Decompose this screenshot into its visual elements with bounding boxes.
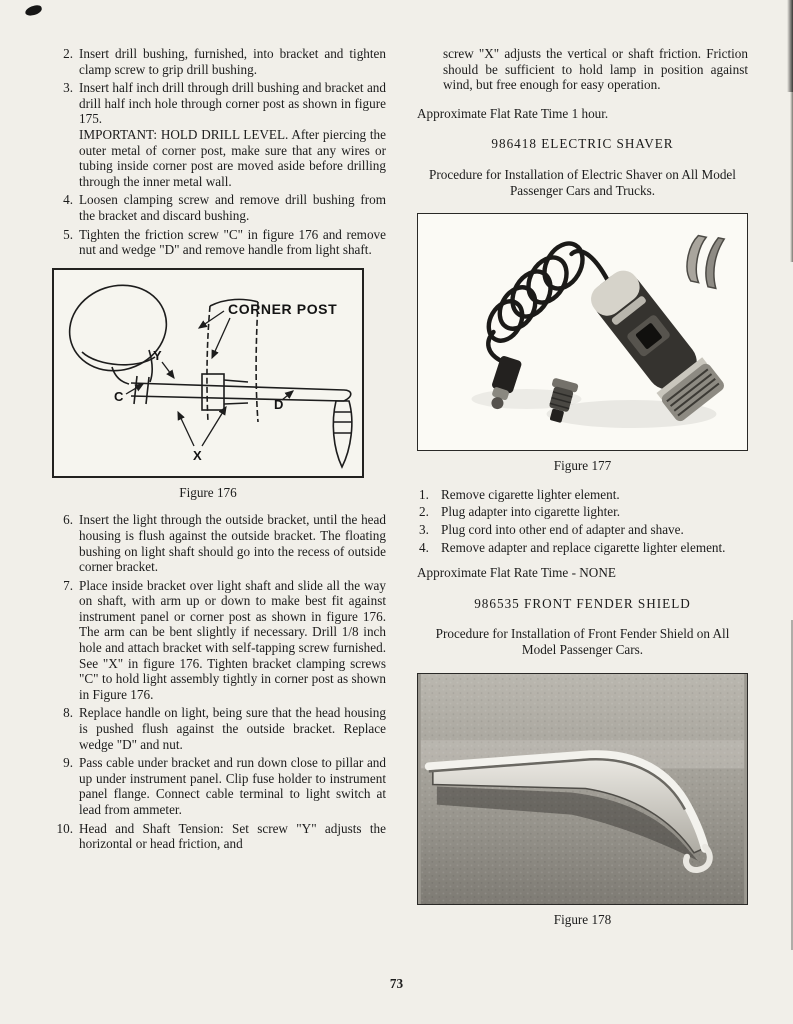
section-heading-electric-shaver: 986418 ELECTRIC SHAVER [491,136,674,152]
figure-178-caption: Figure 178 [553,911,612,927]
scan-artifact [787,0,793,92]
list-item [417,540,748,556]
item-number: 1. [419,486,429,502]
spotlight-drawing [54,270,362,476]
list-item [52,821,386,852]
list-item [52,705,386,752]
label-d: D [274,396,284,412]
list-item [52,227,386,258]
item-number: 4. [63,192,73,208]
item-paragraph: Insert half inch drill through drill bushing and bracket and drill half inch hole through corner post as shown in figure 175. [79,80,386,127]
list-item [52,46,386,77]
figure-176 [52,268,386,501]
right-column [417,46,748,940]
item-paragraph: IMPORTANT: HOLD DRILL LEVEL. After piercing the outer metal of corner post, make sure that any wires or tubing inside corner post are moved aside before drilling through the inner metal wall. [79,126,386,189]
figure-177-caption: Figure 177 [553,458,612,474]
list-item [52,512,386,574]
item-text: Head and Shaft Tension: Set screw "Y" adjusts the horizontal or head friction, and [79,820,386,852]
procedure-paragraph: Procedure for Installation of Front Fender Shield on All Model Passenger Cars. [435,626,730,657]
item-text [79,80,386,189]
continuation-paragraph: screw "X" adjusts the vertical or shaft friction. Friction should be sufficient to hold lamp in position against wind, but free enough for easy operation. [443,46,748,93]
list-item [52,80,386,189]
item-text: Place inside bracket over light shaft and slide all the way on shaft, with arm up or down to make best fit against instrument panel or corner post as shown in figure 176. The arm can be bent slightly if necessary. Drill 1/8 inch hole and attach bracket with self-tapping screw furnished. See "X" in figure 176. Tighten bracket clamping screws "C" to hold light assembly tightly in corner post as shown in Figure 176. [79,577,386,702]
item-number: 8. [63,705,73,721]
list-item [52,755,386,817]
item-number: 10. [56,820,73,836]
list-item [417,504,748,520]
shaver-illustration [418,214,747,450]
procedure-paragraph: Procedure for Installation of Electric Shaver on All Model Passenger Cars and Trucks. [429,166,736,198]
figure-176-caption: Figure 176 [179,484,237,500]
item-text: Tighten the friction screw "C" in figure 176 and remove nut and wedge "D" and remove handle from light shaft. [79,226,386,258]
section-heading-front-fender-shield: 986535 FRONT FENDER SHIELD [474,595,691,611]
item-text: Plug cord into other end of adapter and shave. [441,521,684,537]
item-number: 3. [419,521,429,537]
item-number: 3. [63,80,73,96]
item-text: Remove adapter and replace cigarette lighter element. [441,539,726,555]
figure-177-image [417,213,748,451]
item-number: 5. [63,226,73,242]
item-number: 6. [63,512,73,528]
flat-rate-line: Approximate Flat Rate Time 1 hour. [417,105,609,121]
flat-rate-line: Approximate Flat Rate Time - NONE [417,565,616,581]
item-number: 2. [419,504,429,520]
list-item [52,192,386,223]
label-c: C [114,388,124,404]
list-item [417,487,748,503]
left-column [52,46,386,855]
figure-176-image [52,268,364,478]
item-text: Plug adapter into cigarette lighter. [441,504,621,520]
corner-post-label: CORNER POST [228,300,338,317]
item-text: Insert drill bushing, furnished, into bracket and tighten clamp screw to grip drill bushing. [79,46,386,77]
item-text: Insert the light through the outside bracket, until the head housing is flush against the outside bracket. The floating bushing on light shaft should go into the recess of outside corner bracket. [79,512,386,575]
label-x: X [193,447,202,463]
item-text: Remove cigarette lighter element. [441,486,620,502]
item-number: 4. [419,539,429,555]
item-number: 2. [63,46,73,61]
figure-178-image [417,673,748,905]
item-number: 7. [63,577,73,593]
page-number: 73 [389,976,404,992]
scan-artifact [24,4,43,17]
fender-shield-illustration [418,674,747,904]
label-y: Y [153,347,162,363]
shaver-steps [417,487,748,555]
list-item [52,578,386,703]
item-text: Pass cable under bracket and run down close to pillar and up under instrument panel. Clip fuse holder to instrument panel flange. Connect cable terminal to light switch at lead from ammeter. [79,755,386,817]
list-item [417,522,748,538]
item-text: Replace handle on light, being sure that the head housing is pushed flush against the outside bracket. Replace wedge "D" and nut. [79,705,386,752]
item-text: Loosen clamping screw and remove drill bushing from the bracket and discard bushing. [79,192,386,223]
item-number: 9. [63,755,73,771]
